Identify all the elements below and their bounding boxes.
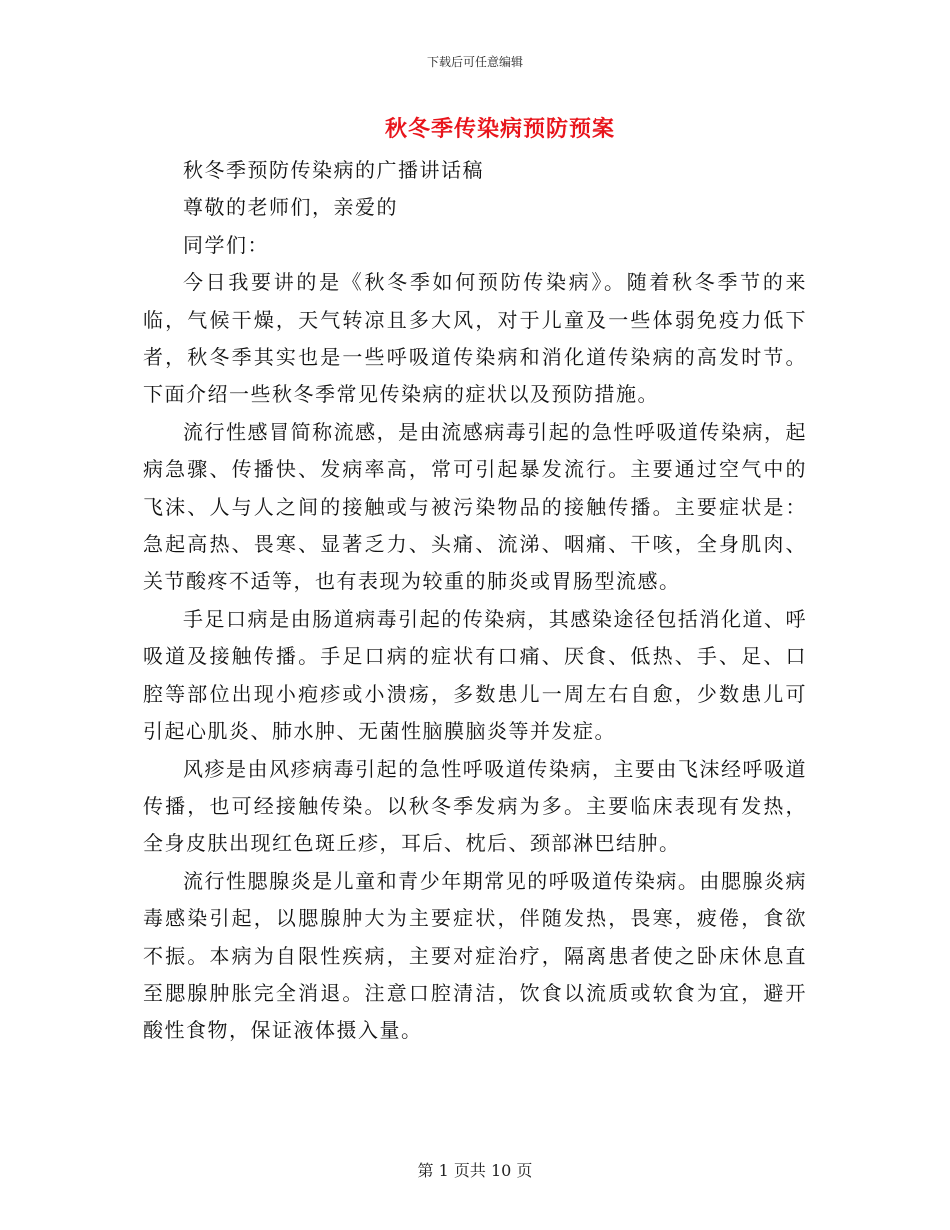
paragraph-rubella: 风疹是由风疹病毒引起的急性呼吸道传染病，主要由飞沫经呼吸道传播，也可经接触传染。以秋冬季发病为多。主要临床表现有发热，全身皮肤出现红色斑丘疹，耳后、枕后、颈部淋巴结肿。 [143, 756, 807, 856]
paragraph-influenza: 流行性感冒简称流感，是由流感病毒引起的急性呼吸道传染病，起病急骤、传播快、发病率高，常可引起暴发流行。主要通过空气中的飞沫、人与人之间的接触或与被污染物品的接触传播。主要症状是：急起高热、畏寒、显著乏力、头痛、流涕、咽痛、干咳，全身肌肉、关节酸疼不适等，也有表现为较重的肺炎或胃肠型流感。 [143, 419, 807, 594]
paragraph-salutation: 尊敬的老师们，亲爱的 [183, 195, 398, 220]
paragraph-mumps: 流行性腮腺炎是儿童和青少年期常见的呼吸道传染病。由腮腺炎病毒感染引起，以腮腺肿大为主要症状，伴随发热，畏寒，疲倦，食欲不振。本病为自限性疾病，主要对症治疗，隔离患者使之卧床休息直至腮腺肿胀完全消退。注意口腔清洁，饮食以流质或软食为宜，避开酸性食物，保证液体摄入量。 [143, 868, 807, 1043]
paragraph-intro: 今日我要讲的是《秋冬季如何预防传染病》。随着秋冬季节的来临，气候干燥，天气转凉且多大风，对于儿童及一些体弱免疫力低下者，秋冬季其实也是一些呼吸道传染病和消化道传染病的高发时节。下面介绍一些秋冬季常见传染病的症状以及预防措施。 [143, 270, 807, 407]
paragraph-subtitle: 秋冬季预防传染病的广播讲话稿 [183, 158, 484, 182]
page-header-note: 下载后可任意编辑 [426, 55, 523, 69]
page-footer-number: 第 1 页共 10 页 [417, 1161, 533, 1180]
paragraph-hfmd: 手足口病是由肠道病毒引起的传染病，其感染途径包括消化道、呼吸道及接触传播。手足口病的症状有口痛、厌食、低热、手、足、口腔等部位出现小疱疹或小溃疡，多数患儿一周左右自愈，少数患儿可引起心肌炎、肺水肿、无菌性脑膜脑炎等并发症。 [143, 606, 807, 744]
paragraph-salutation-cont: 同学们： [183, 232, 269, 257]
document-body [143, 152, 807, 1050]
document-title: 秋冬季传染病预防预案 [384, 116, 615, 142]
